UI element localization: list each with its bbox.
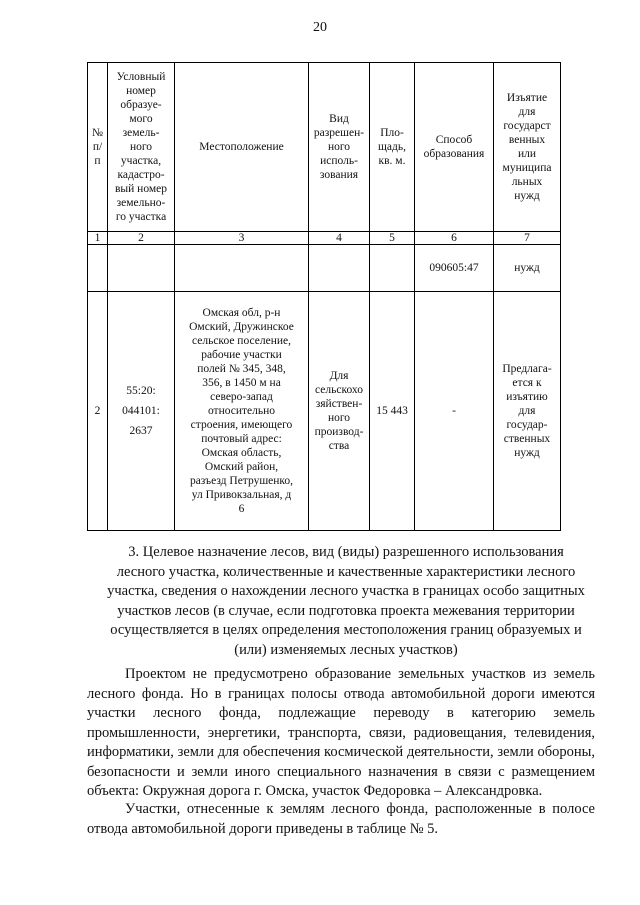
page-number: 20	[313, 20, 327, 35]
cadastral-number: 55:20: 044101: 2637	[108, 292, 175, 531]
header-cell-method: Способ образования	[415, 63, 494, 232]
table-header-row	[88, 63, 561, 232]
table-cell	[175, 245, 309, 292]
column-number: 3	[175, 232, 309, 245]
header-cell-seizure: Изъятие для государст венных или муниципа льных нужд	[494, 63, 561, 232]
header-cell-usage: Вид разрешен- ного исполь- зования	[309, 63, 370, 232]
column-number: 5	[370, 232, 415, 245]
header-cell-number: № п/ п	[88, 63, 108, 232]
column-number: 7	[494, 232, 561, 245]
row-number: 2	[88, 292, 108, 531]
location-cell: Омская обл, р-н Омский, Дружинское сельское поселение, рабочие участки полей № 345, 348, 356, в 1450 м на северо-запад относительно строения, имеющего почтовый адрес: Омская область, Омский район, разъезд Петрушенко, ул Привокзальная, д 6	[175, 292, 309, 531]
header-cell-location: Местоположение	[175, 63, 309, 232]
table-row	[88, 292, 561, 531]
header-cell-cadastral: Условный номер образуе- мого земель- ного участка, кадастро- вый номер земельно- го участка	[108, 63, 175, 232]
paragraph: Проектом не предусмотрено образование земельных участков из земель лесного фонда. Но в границах полосы отвода автомобильной дороги имеются участки лесного фонда, подлежащие переводу в категорию земель промышленности, энергетики, транспорта, связи, радиовещания, телевидения, информатики, земли для обеспечения космической деятельности, земли обороны, безопасности и земли иного специального назначения в связи с размещением объекта: Окружная дорога г. Омска, участок Федоровка – Александровка.	[87, 666, 595, 799]
table-cell	[309, 245, 370, 292]
method-cell: -	[415, 292, 494, 531]
header-cell-area: Пло- щадь, кв. м.	[370, 63, 415, 232]
paragraph: Участки, отнесенные к землям лесного фонда, расположенные в полосе отвода автомобильной дороги приведены в таблице № 5.	[87, 801, 595, 837]
column-number: 4	[309, 232, 370, 245]
usage-cell: Для сельскохо зяйствен- ного производ- ства	[309, 292, 370, 531]
section-title: 3. Целевое назначение лесов, вид (виды) разрешенного использования лесного участка, количественные и качественные характеристики лесного участка, сведения о нахождении лесного участка в границах особо защитных участков лесов (в случае, если подготовка проекта межевания территории осуществляется в целях определения местоположения границ образуемых и (или) изменяемых лесных участков)	[107, 544, 585, 658]
table-cell: 090605:47	[415, 245, 494, 292]
column-number: 2	[108, 232, 175, 245]
table-cell	[370, 245, 415, 292]
land-plot-table	[87, 62, 561, 531]
column-number-row	[88, 232, 561, 245]
area-cell: 15 443	[370, 292, 415, 531]
table-cell: нужд	[494, 245, 561, 292]
table-cell	[88, 245, 108, 292]
seizure-cell: Предлага- ется к изъятию для государ- ственных нужд	[494, 292, 561, 531]
continuation-row	[88, 245, 561, 292]
table-cell	[108, 245, 175, 292]
column-number: 1	[88, 232, 108, 245]
column-number: 6	[415, 232, 494, 245]
